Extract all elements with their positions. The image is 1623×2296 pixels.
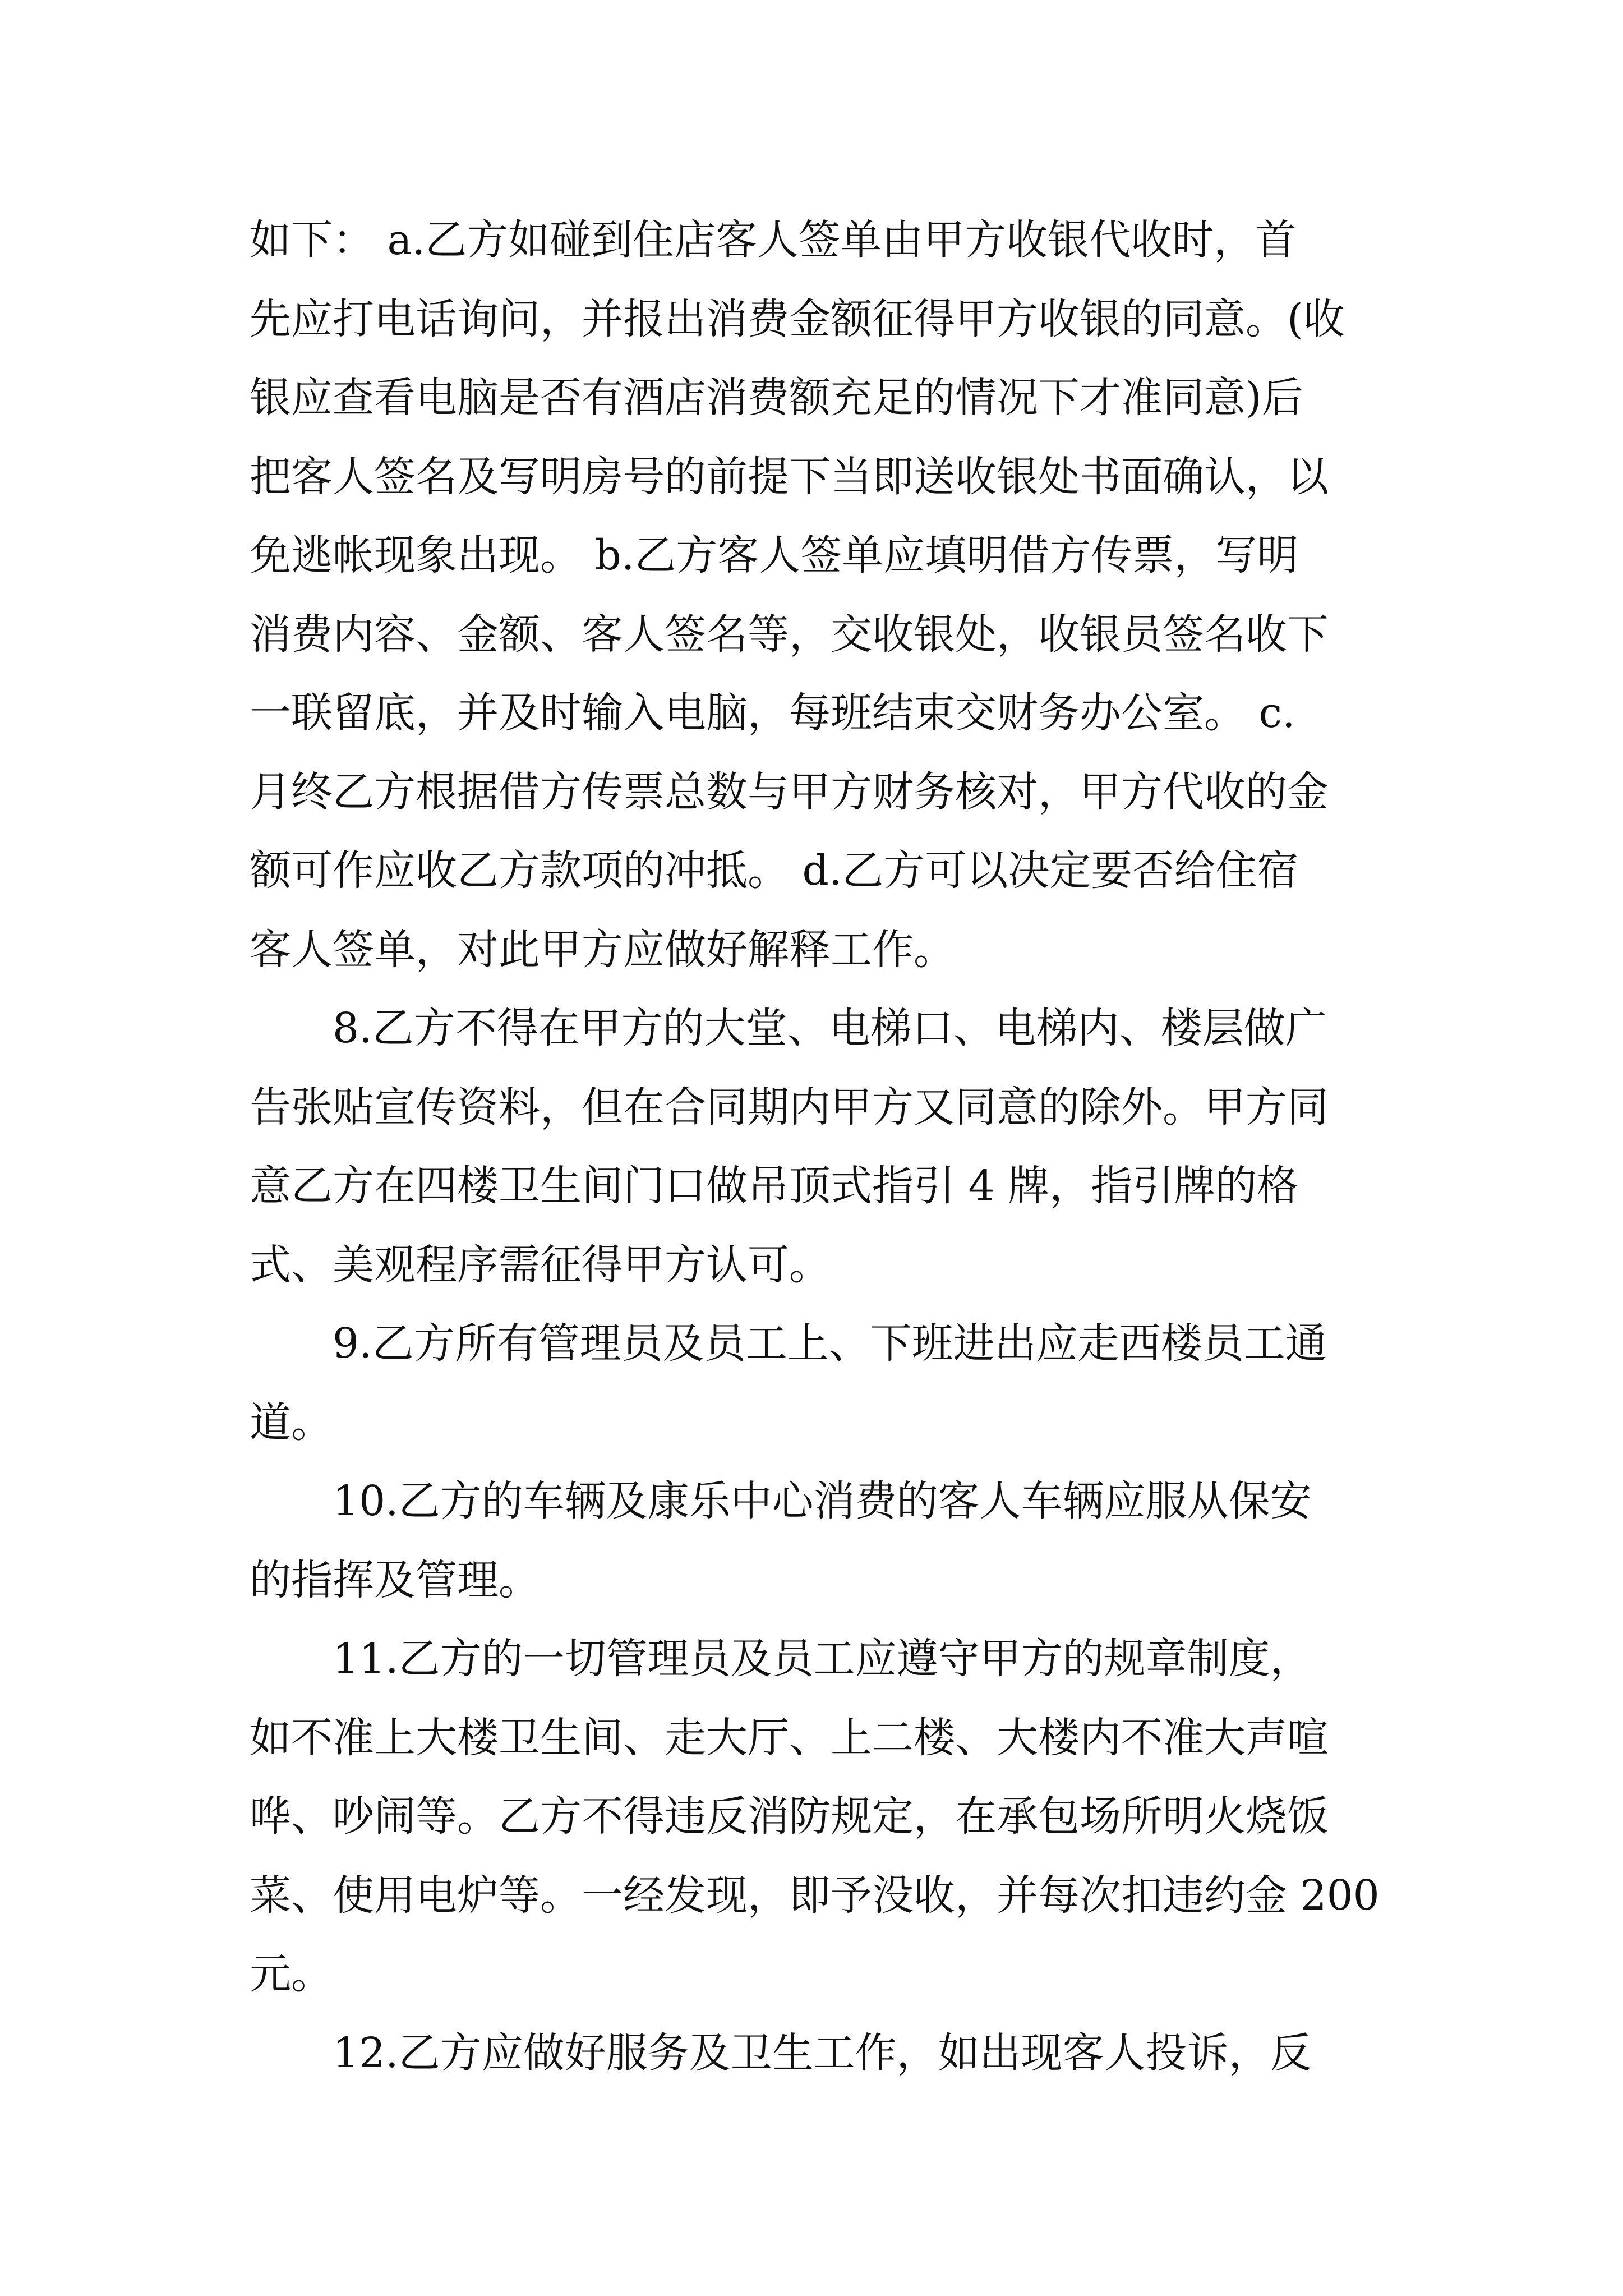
text-line: 9.乙方所有管理员及员工上、下班进出应走西楼员工通 [333,1319,1327,1368]
text-line: 11.乙方的一切管理员及员工应遵守甲方的规章制度， [333,1635,1312,1683]
text-line: 哗、吵闹等。乙方不得违反消防规定，在承包场所明火烧饭 [250,1792,1329,1841]
paragraph-clause-9 [250,1304,1391,1462]
text-line: 意乙方在四楼卫生间门口做吊顶式指引 4 牌，指引牌的格 [250,1162,1299,1210]
text-line: 菜、使用电炉等。一经发现，即予没收，并每次扣违约金 200 [250,1871,1380,1920]
paragraph-clause-12 [250,2014,1391,2093]
text-line: 月终乙方根据借方传票总数与甲方财务核对，甲方代收的金 [250,767,1329,816]
document-body [250,201,1391,2092]
text-line: 先应打电话询问，并报出消费金额征得甲方收银的同意。(收 [250,295,1345,343]
paragraph-clause-8 [250,989,1391,1304]
text-line: 消费内容、金额、客人签名等，交收银处，收银员签名收下 [250,610,1329,659]
text-line: 客人签单，对此甲方应做好解释工作。 [250,925,955,974]
paragraph-clause-10 [250,1462,1391,1619]
paragraph-clause-11 [250,1619,1391,2014]
text-line: 式、美观程序需征得甲方认可。 [250,1240,831,1289]
text-line: 银应查看电脑是否有酒店消费额充足的情况下才准同意)后 [250,374,1303,422]
text-line: 告张贴宣传资料，但在合同期内甲方又同意的除外。甲方同 [250,1083,1329,1131]
text-line: 额可作应收乙方款项的冲抵。 d.乙方可以决定要否给住宿 [250,846,1299,895]
text-line: 的指挥及管理。 [250,1556,540,1604]
paragraph-settlement-procedure [250,201,1391,989]
text-line: 一联留底，并及时输入电脑，每班结束交财务办公室。 c. [250,689,1295,737]
text-line: 免逃帐现象出现。 b.乙方客人签单应填明借方传票，写明 [250,531,1299,579]
text-line: 如不准上大楼卫生间、走大厅、上二楼、大楼内不准大声喧 [250,1713,1329,1762]
text-line: 元。 [250,1950,333,1998]
text-line: 10.乙方的车辆及康乐中心消费的客人车辆应服从保安 [333,1477,1312,1525]
text-line: 如下： a.乙方如碰到住店客人签单由甲方收银代收时，首 [250,216,1297,264]
text-line: 把客人签名及写明房号的前提下当即送收银处书面确认，以 [250,452,1329,501]
text-line: 12.乙方应做好服务及卫生工作，如出现客人投诉，反 [333,2028,1312,2077]
text-line: 道。 [250,1398,333,1447]
text-line: 8.乙方不得在甲方的大堂、电梯口、电梯内、楼层做广 [333,1004,1327,1052]
